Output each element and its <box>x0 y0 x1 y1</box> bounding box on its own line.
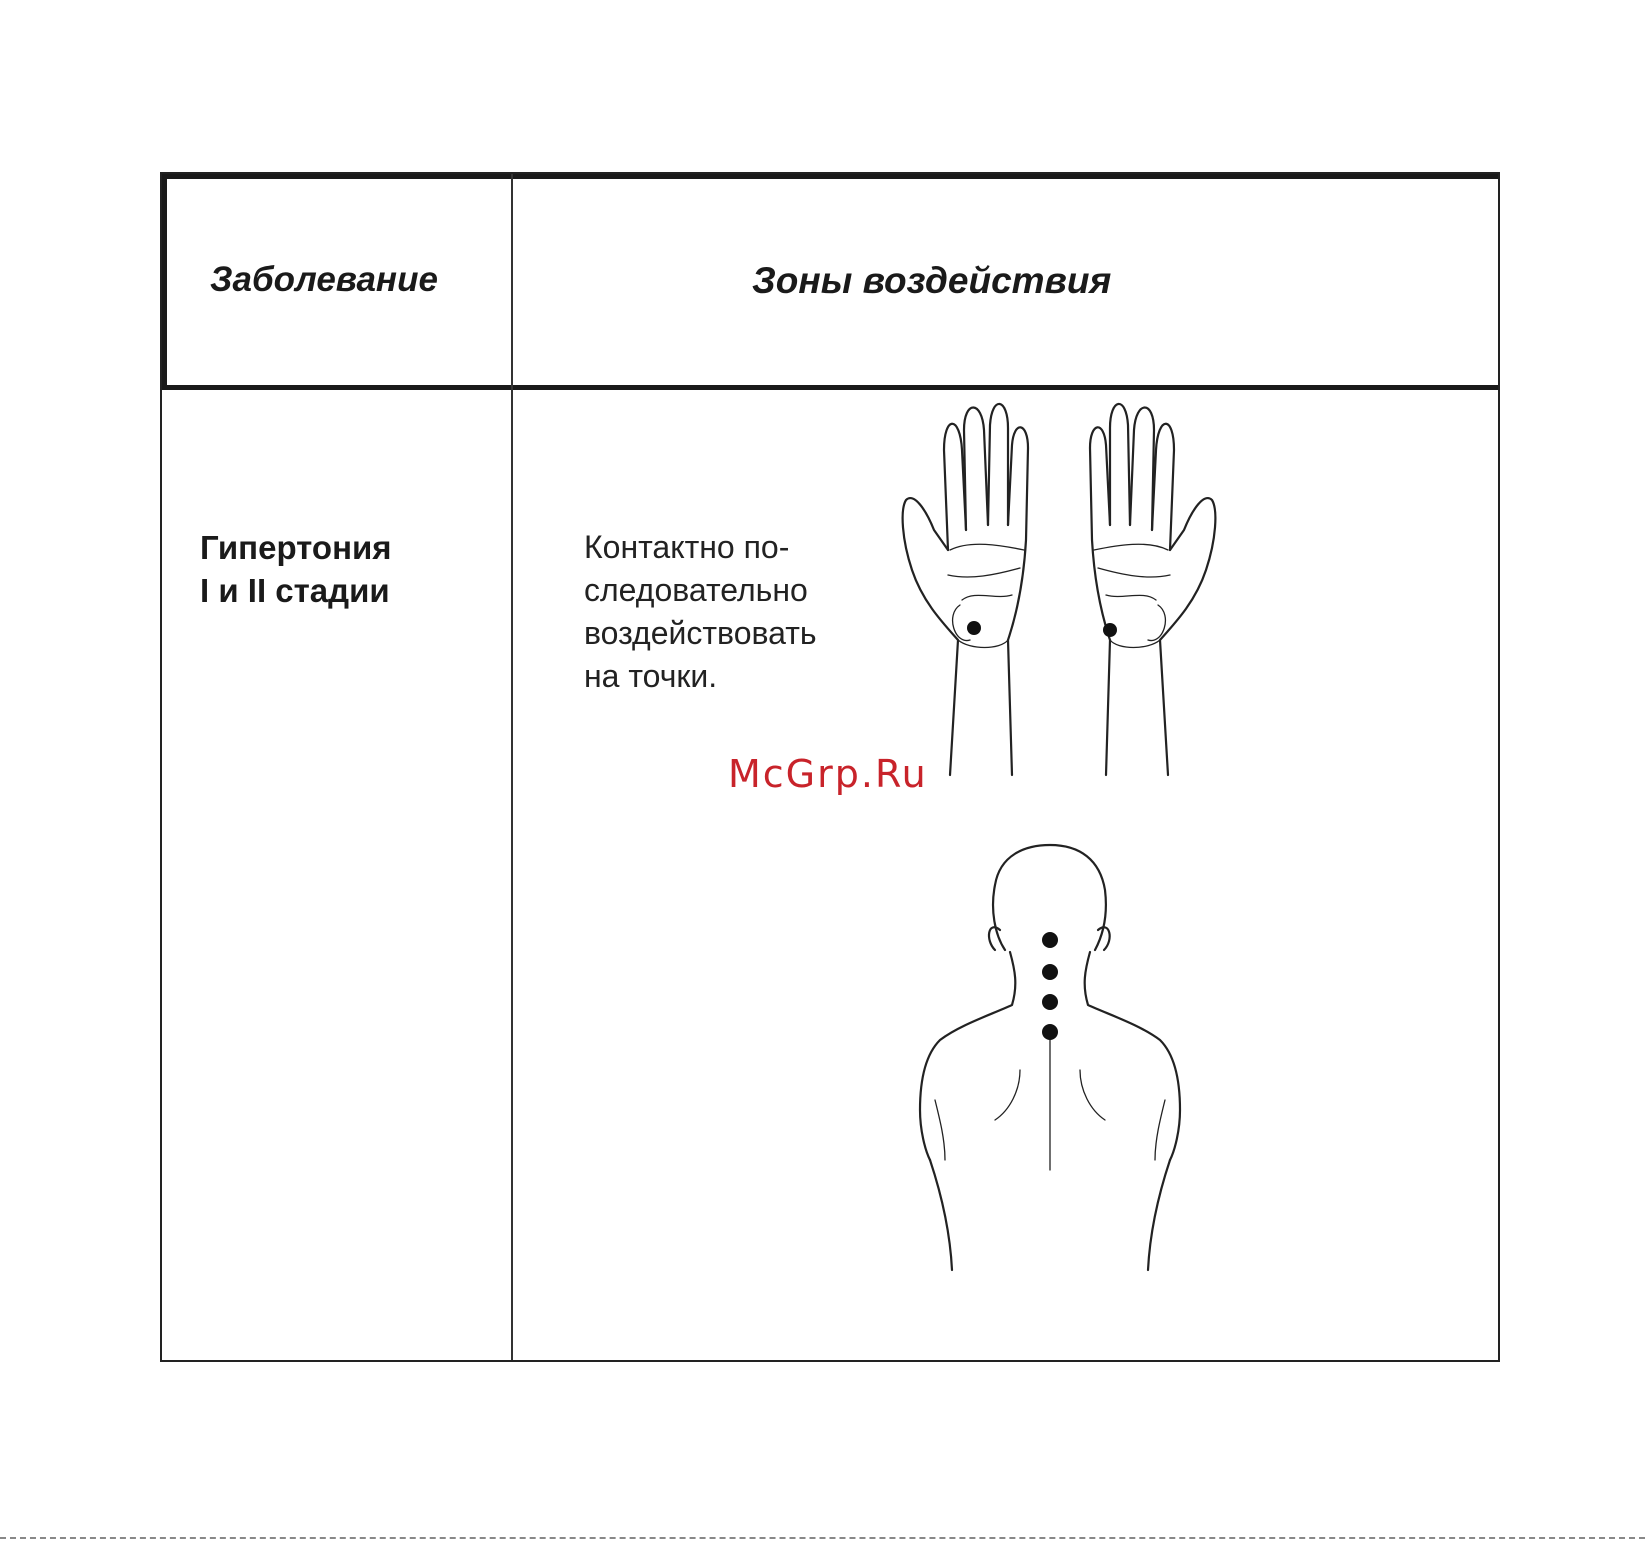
header-disease: Заболевание <box>210 260 438 299</box>
disease-line-1: Гипертония <box>200 529 392 566</box>
spine-point-4 <box>1042 1024 1058 1040</box>
right-hand-icon <box>1090 404 1215 775</box>
spine-point-1 <box>1042 932 1058 948</box>
instruction-line-3: воздействовать <box>584 615 817 651</box>
instruction-line-2: следовательно <box>584 572 808 608</box>
spine-point-2 <box>1042 964 1058 980</box>
watermark: McGrp.Ru <box>728 752 928 796</box>
wrist-point-right <box>1103 623 1117 637</box>
disease-line-2: I и II стадии <box>200 572 390 609</box>
left-hand-icon <box>903 404 1028 775</box>
header-zones: Зоны воздействия <box>752 260 1112 301</box>
instruction-line-4: на точки. <box>584 658 718 694</box>
palms-icon <box>900 400 1220 780</box>
wrist-point-left <box>967 621 981 635</box>
back-icon <box>900 840 1200 1280</box>
page-bottom-edge <box>0 1537 1645 1539</box>
instruction-text <box>584 526 884 698</box>
disease-name <box>200 526 392 612</box>
spine-point-3 <box>1042 994 1058 1010</box>
instruction-line-1: Контактно по- <box>584 529 790 565</box>
column-divider <box>511 174 513 1360</box>
